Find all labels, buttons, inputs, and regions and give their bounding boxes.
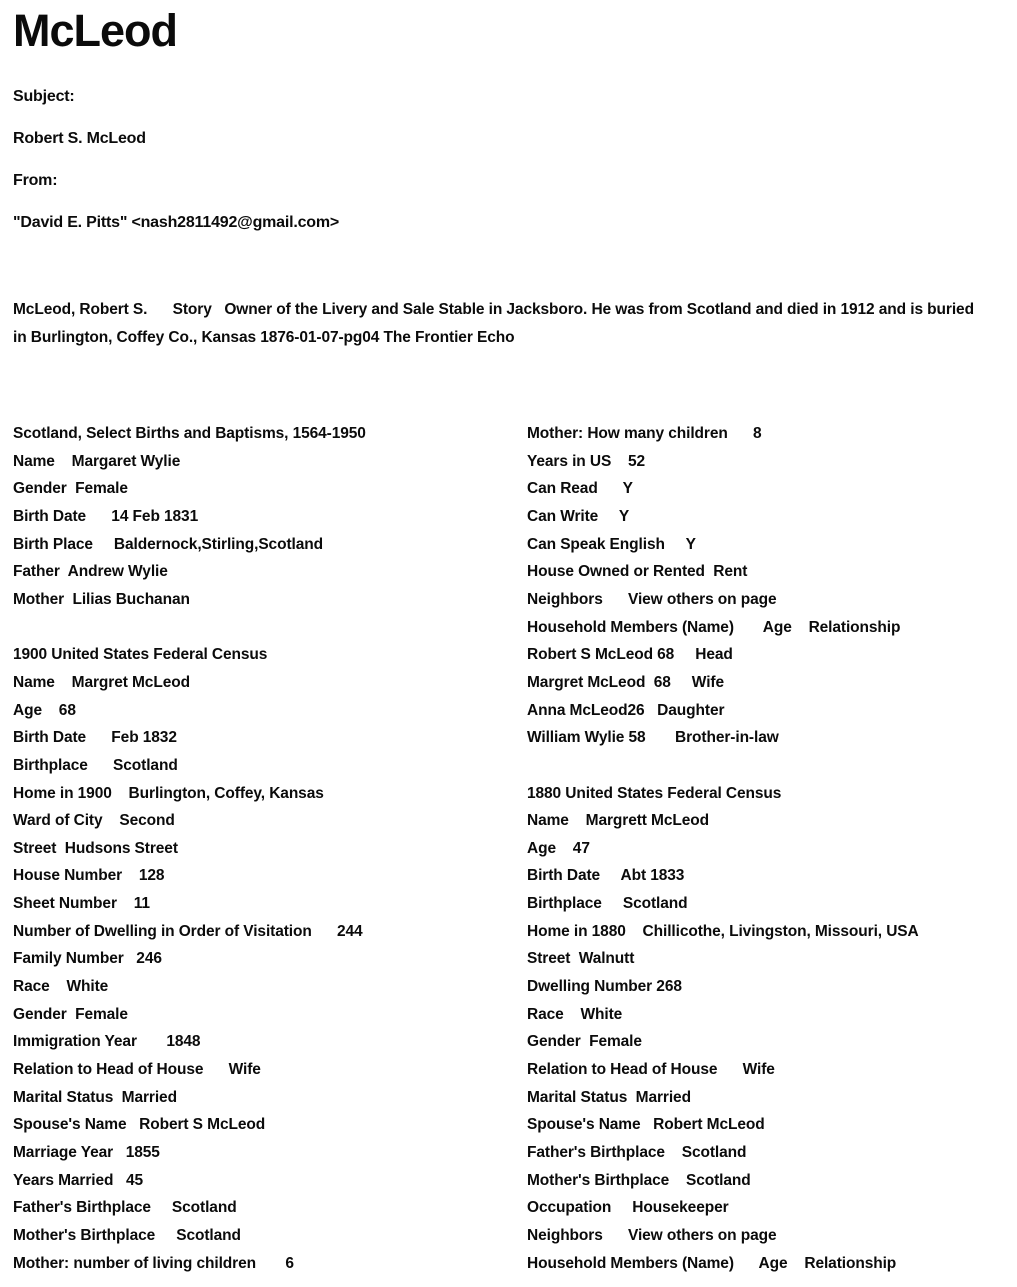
from-label: From:: [13, 172, 58, 189]
record-line: Race White: [13, 978, 109, 996]
record-line: Ward of City Second: [13, 812, 175, 830]
record-line: Scotland, Select Births and Baptisms, 1564-1950: [13, 425, 366, 442]
record-line: Name Margret McLeod: [13, 673, 190, 691]
record-line: Neighbors View others on page: [527, 590, 777, 608]
page-title: McLeod: [13, 5, 178, 56]
record-line: Birth Date Feb 1832: [13, 729, 177, 747]
record-line: Marital Status Married: [13, 1088, 177, 1106]
record-line: Household Members (Name) Age Relationship: [527, 1254, 897, 1272]
record-line: Father's Birthplace Scotland: [13, 1199, 237, 1217]
record-line: Age 68: [13, 701, 76, 719]
record-line: Home in 1880 Chillicothe, Livingston, Missouri, USA: [527, 922, 919, 940]
record-line: Father Andrew Wylie: [13, 563, 168, 581]
record-line: Robert S McLeod 68 Head: [527, 646, 733, 664]
record-line: [13, 614, 527, 642]
story-paragraph: McLeod, Robert S. Story Owner of the Livery and Sale Stable in Jacksboro. He was from Scotland and died in 1912 and is buried in Burlington, Coffey Co., Kansas 1876-01-07-pg04 The Frontier Echo: [13, 301, 979, 346]
record-line: Birthplace Scotland: [527, 895, 688, 913]
record-line: Street Hudsons Street: [13, 839, 178, 857]
record-line: Relation to Head of House Wife: [13, 1061, 261, 1079]
record-line: Street Walnutt: [527, 950, 635, 968]
record-line: Mother Lilias Buchanan: [13, 590, 190, 608]
record-line: Mother: How many children 8: [527, 425, 762, 442]
record-line: Anna McLeod26 Daughter: [527, 701, 725, 719]
records-right-column: [527, 420, 1003, 1277]
record-line: Number of Dwelling in Order of Visitation 244: [13, 922, 363, 940]
records-left-column: [13, 420, 527, 1277]
record-line: Relation to Head of House Wife: [527, 1061, 775, 1079]
record-line: Can Read Y: [527, 480, 633, 498]
record-line: Years in US 52: [527, 452, 646, 470]
record-line: Family Number 246: [13, 950, 162, 968]
from-value: "David E. Pitts" <nash2811492@gmail.com>: [13, 214, 340, 231]
record-line: 1880 United States Federal Census: [527, 784, 782, 802]
record-line: Can Write Y: [527, 507, 630, 525]
record-line: Household Members (Name) Age Relationship: [527, 618, 901, 636]
record-line: Birth Date 14 Feb 1831: [13, 507, 199, 525]
record-line: Spouse's Name Robert McLeod: [527, 1116, 765, 1134]
record-line: Gender Female: [13, 480, 128, 498]
record-line: Marriage Year 1855: [13, 1144, 160, 1162]
record-line: Neighbors View others on page: [527, 1227, 777, 1245]
record-line: Mother's Birthplace Scotland: [527, 1171, 751, 1189]
record-line: Birthplace Scotland: [13, 756, 178, 774]
record-line: House Owned or Rented Rent: [527, 563, 748, 581]
record-line: Immigration Year 1848: [13, 1033, 201, 1051]
record-line: Birth Place Baldernock,Stirling,Scotland: [13, 535, 323, 553]
record-line: Sheet Number 11: [13, 895, 150, 913]
record-line: Father's Birthplace Scotland: [527, 1144, 747, 1162]
record-line: 1900 United States Federal Census: [13, 646, 268, 664]
record-line: Mother's Birthplace Scotland: [13, 1227, 241, 1245]
record-line: Mother: number of living children 6: [13, 1254, 294, 1272]
record-line: Name Margaret Wylie: [13, 452, 181, 470]
record-line: William Wylie 58 Brother-in-law: [527, 729, 779, 747]
record-line: Age 47: [527, 839, 590, 857]
record-line: Gender Female: [527, 1033, 642, 1051]
subject-label: Subject:: [13, 88, 75, 105]
record-line: Race White: [527, 1005, 623, 1023]
record-line: Can Speak English Y: [527, 535, 696, 553]
record-line: Spouse's Name Robert S McLeod: [13, 1116, 266, 1134]
record-line: Gender Female: [13, 1005, 128, 1023]
record-line: Name Margrett McLeod: [527, 812, 710, 830]
records-columns: [13, 420, 1003, 1277]
record-line: Birth Date Abt 1833: [527, 867, 685, 885]
record-line: Dwelling Number 268: [527, 978, 682, 996]
record-line: Years Married 45: [13, 1171, 144, 1189]
record-line: Margret McLeod 68 Wife: [527, 673, 724, 691]
record-line: House Number 128: [13, 867, 165, 885]
record-line: [527, 752, 1003, 780]
record-line: Home in 1900 Burlington, Coffey, Kansas: [13, 784, 324, 802]
record-line: Occupation Housekeeper: [527, 1199, 729, 1217]
subject-value: Robert S. McLeod: [13, 130, 146, 147]
record-line: Marital Status Married: [527, 1088, 691, 1106]
